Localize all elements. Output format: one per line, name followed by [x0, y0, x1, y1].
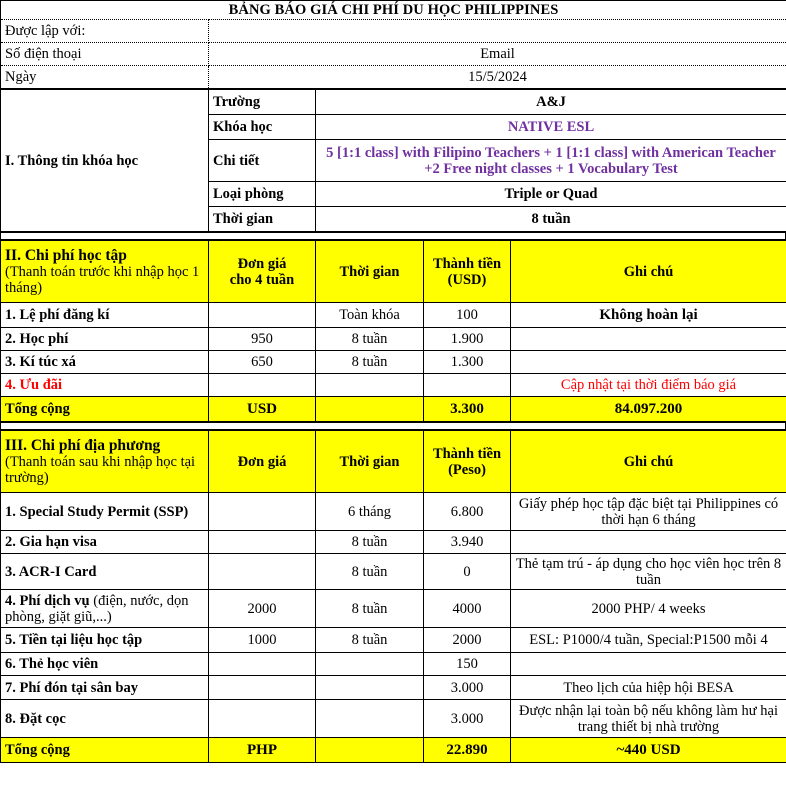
table-row	[1, 303, 786, 328]
section1-value-school: A&J	[316, 90, 786, 115]
section3-total-amount: 22.890	[424, 738, 511, 763]
section1-label: I. Thông tin khóa học	[1, 90, 209, 232]
table-row	[1, 700, 786, 738]
section2-row3-time: 8 tuần	[316, 351, 424, 374]
section2-total-unit: USD	[209, 397, 316, 422]
table-row	[1, 590, 786, 628]
section1-key-school: Trường	[209, 90, 316, 115]
section3-total-time	[316, 738, 424, 763]
section2-col-amount-line1: Thành tiền	[432, 255, 502, 272]
header-row-prepared-for	[1, 20, 786, 43]
page-title: BẢNG BÁO GIÁ CHI PHÍ DU HỌC PHILIPPINES	[1, 1, 786, 20]
section1-key-room: Loại phòng	[209, 182, 316, 207]
section3-row2-note	[511, 531, 786, 554]
section3-row2-label: 2. Gia hạn visa	[1, 531, 209, 554]
section3-row5-unit: 1000	[209, 628, 316, 653]
section1-value-course: NATIVE ESL	[316, 115, 786, 140]
table-row	[1, 493, 786, 531]
section2-row2-note	[511, 328, 786, 351]
section3-row2-unit	[209, 531, 316, 554]
table-row	[1, 653, 786, 676]
section3-row4-unit: 2000	[209, 590, 316, 628]
section3-total-unit: PHP	[209, 738, 316, 763]
section2-row1-note: Không hoàn lại	[511, 303, 786, 328]
section3-row8-note: Được nhận lại toàn bộ nếu không làm hư hại trang thiết bị nhà trường	[511, 700, 786, 738]
section2-row4-amount	[424, 374, 511, 397]
section2-row1-amount: 100	[424, 303, 511, 328]
section2-row4-time	[316, 374, 424, 397]
section2-col-unit-line1: Đơn giá	[237, 255, 287, 272]
section2-col-amount-line2: (USD)	[447, 271, 487, 288]
section3-title: III. Chi phí địa phương	[5, 436, 161, 454]
section2-row2-unit: 950	[209, 328, 316, 351]
table-row	[1, 531, 786, 554]
section1-key-detail: Chi tiết	[209, 140, 316, 182]
section3-row6-label: 6. Thẻ học viên	[1, 653, 209, 676]
section2-title: II. Chi phí học tập	[5, 246, 127, 264]
section3-total-label: Tổng cộng	[1, 738, 209, 763]
section3-row8-amount: 3.000	[424, 700, 511, 738]
section3-row5-amount: 2000	[424, 628, 511, 653]
section3-row6-unit	[209, 653, 316, 676]
section3-row5-time: 8 tuần	[316, 628, 424, 653]
section3-row7-unit	[209, 676, 316, 700]
spacer-cell	[1, 233, 786, 240]
section3-row1-label: 1. Special Study Permit (SSP)	[1, 493, 209, 531]
section3-row3-label: 3. ACR-I Card	[1, 554, 209, 590]
section3-title-cell	[1, 431, 209, 493]
section2-row4-note: Cập nhật tại thời điểm báo giá	[511, 374, 786, 397]
section3-row6-amount: 150	[424, 653, 511, 676]
prepared-for-label: Được lập với:	[1, 20, 209, 43]
section-2-table	[0, 240, 786, 422]
section3-row1-note: Giấy phép học tập đặc biệt tại Philippines có thời hạn 6 tháng	[511, 493, 786, 531]
section1-key-course: Khóa học	[209, 115, 316, 140]
spacer-band-2	[0, 422, 786, 430]
section3-row8-unit	[209, 700, 316, 738]
section2-row1-unit	[209, 303, 316, 328]
table-row	[1, 628, 786, 653]
section3-row6-time	[316, 653, 424, 676]
header-row-phone	[1, 43, 786, 66]
section1-row-school	[1, 90, 786, 115]
section2-row4-label: 4. Ưu đãi	[1, 374, 209, 397]
spacer-band-1	[0, 232, 786, 240]
section1-value-detail: 5 [1:1 class] with Filipino Teachers + 1 [1:1 class] with American Teacher +2 Free night classes + 1 Vocabulary Test	[316, 140, 786, 182]
section2-title-cell	[1, 241, 209, 303]
table-row	[1, 374, 786, 397]
section2-row2-amount: 1.900	[424, 328, 511, 351]
section2-row3-unit: 650	[209, 351, 316, 374]
section3-row3-unit	[209, 554, 316, 590]
section2-row3-amount: 1.300	[424, 351, 511, 374]
section2-total-amount: 3.300	[424, 397, 511, 422]
phone-label: Số điện thoại	[1, 43, 209, 66]
section2-total-time	[316, 397, 424, 422]
table-row	[1, 676, 786, 700]
section3-row4-note: 2000 PHP/ 4 weeks	[511, 590, 786, 628]
prepared-for-value	[209, 20, 786, 43]
section3-header-row	[1, 431, 786, 493]
section3-row8-time	[316, 700, 424, 738]
section3-total-row	[1, 738, 786, 763]
section2-row2-time: 8 tuần	[316, 328, 424, 351]
section-1-table	[0, 89, 786, 232]
spacer-cell	[1, 423, 786, 430]
section3-row4-label-bold: 4. Phí dịch vụ	[5, 592, 94, 609]
section3-col-note: Ghi chú	[511, 431, 786, 493]
section3-row1-unit	[209, 493, 316, 531]
table-row	[1, 351, 786, 374]
section3-row7-time	[316, 676, 424, 700]
section3-col-time: Thời gian	[316, 431, 424, 493]
section3-row4-time: 8 tuần	[316, 590, 424, 628]
date-label: Ngày	[1, 66, 209, 89]
section2-col-unit	[209, 241, 316, 303]
section2-total-row	[1, 397, 786, 422]
section-3-table	[0, 430, 786, 763]
section2-header-row	[1, 241, 786, 303]
section3-row1-time: 6 tháng	[316, 493, 424, 531]
section3-row3-note: Thẻ tạm trú - áp dụng cho học viên học trên 8 tuần	[511, 554, 786, 590]
section2-row3-note	[511, 351, 786, 374]
section2-total-label: Tổng cộng	[1, 397, 209, 422]
section3-row1-amount: 6.800	[424, 493, 511, 531]
section3-row8-label: 8. Đặt cọc	[1, 700, 209, 738]
section2-row3-label: 3. Kí túc xá	[1, 351, 209, 374]
section1-value-room: Triple or Quad	[316, 182, 786, 207]
phone-value: Email	[209, 43, 786, 66]
table-row	[1, 328, 786, 351]
section2-total-note: 84.097.200	[511, 397, 786, 422]
section3-col-amount-line2: (Peso)	[448, 461, 486, 478]
section1-value-duration: 8 tuần	[316, 207, 786, 232]
section3-row3-time: 8 tuần	[316, 554, 424, 590]
header-table	[0, 0, 786, 89]
section2-row4-unit	[209, 374, 316, 397]
section3-row4-label-normal: (điện, nước, dọn phòng, giặt giũ,...)	[5, 592, 189, 625]
section3-col-unit: Đơn giá	[209, 431, 316, 493]
section1-key-duration: Thời gian	[209, 207, 316, 232]
section2-row1-time: Toàn khóa	[316, 303, 424, 328]
section3-row4-amount: 4000	[424, 590, 511, 628]
section3-row2-time: 8 tuần	[316, 531, 424, 554]
section2-row2-label: 2. Học phí	[1, 328, 209, 351]
section3-row7-note: Theo lịch của hiệp hội BESA	[511, 676, 786, 700]
date-value: 15/5/2024	[209, 66, 786, 89]
section2-col-unit-line2: cho 4 tuần	[229, 271, 295, 288]
section3-col-amount	[424, 431, 511, 493]
table-row	[1, 554, 786, 590]
section2-col-time: Thời gian	[316, 241, 424, 303]
section3-row5-note: ESL: P1000/4 tuần, Special:P1500 mỗi 4	[511, 628, 786, 653]
section3-row7-amount: 3.000	[424, 676, 511, 700]
section3-row6-note	[511, 653, 786, 676]
section2-subtitle: (Thanh toán trước khi nhập học 1 tháng)	[5, 264, 200, 297]
section3-row5-label: 5. Tiền tại liệu học tập	[1, 628, 209, 653]
section3-total-note: ~440 USD	[511, 738, 786, 763]
section3-row4-label	[1, 590, 209, 628]
header-row-date	[1, 66, 786, 89]
section3-row7-label: 7. Phí đón tại sân bay	[1, 676, 209, 700]
section3-col-amount-line1: Thành tiền	[432, 445, 502, 462]
section3-row2-amount: 3.940	[424, 531, 511, 554]
section2-col-note: Ghi chú	[511, 241, 786, 303]
section2-col-amount	[424, 241, 511, 303]
section2-row1-label: 1. Lệ phí đăng kí	[1, 303, 209, 328]
title-row	[1, 1, 786, 20]
section3-subtitle: (Thanh toán sau khi nhập học tại trường)	[5, 454, 196, 487]
section3-row3-amount: 0	[424, 554, 511, 590]
